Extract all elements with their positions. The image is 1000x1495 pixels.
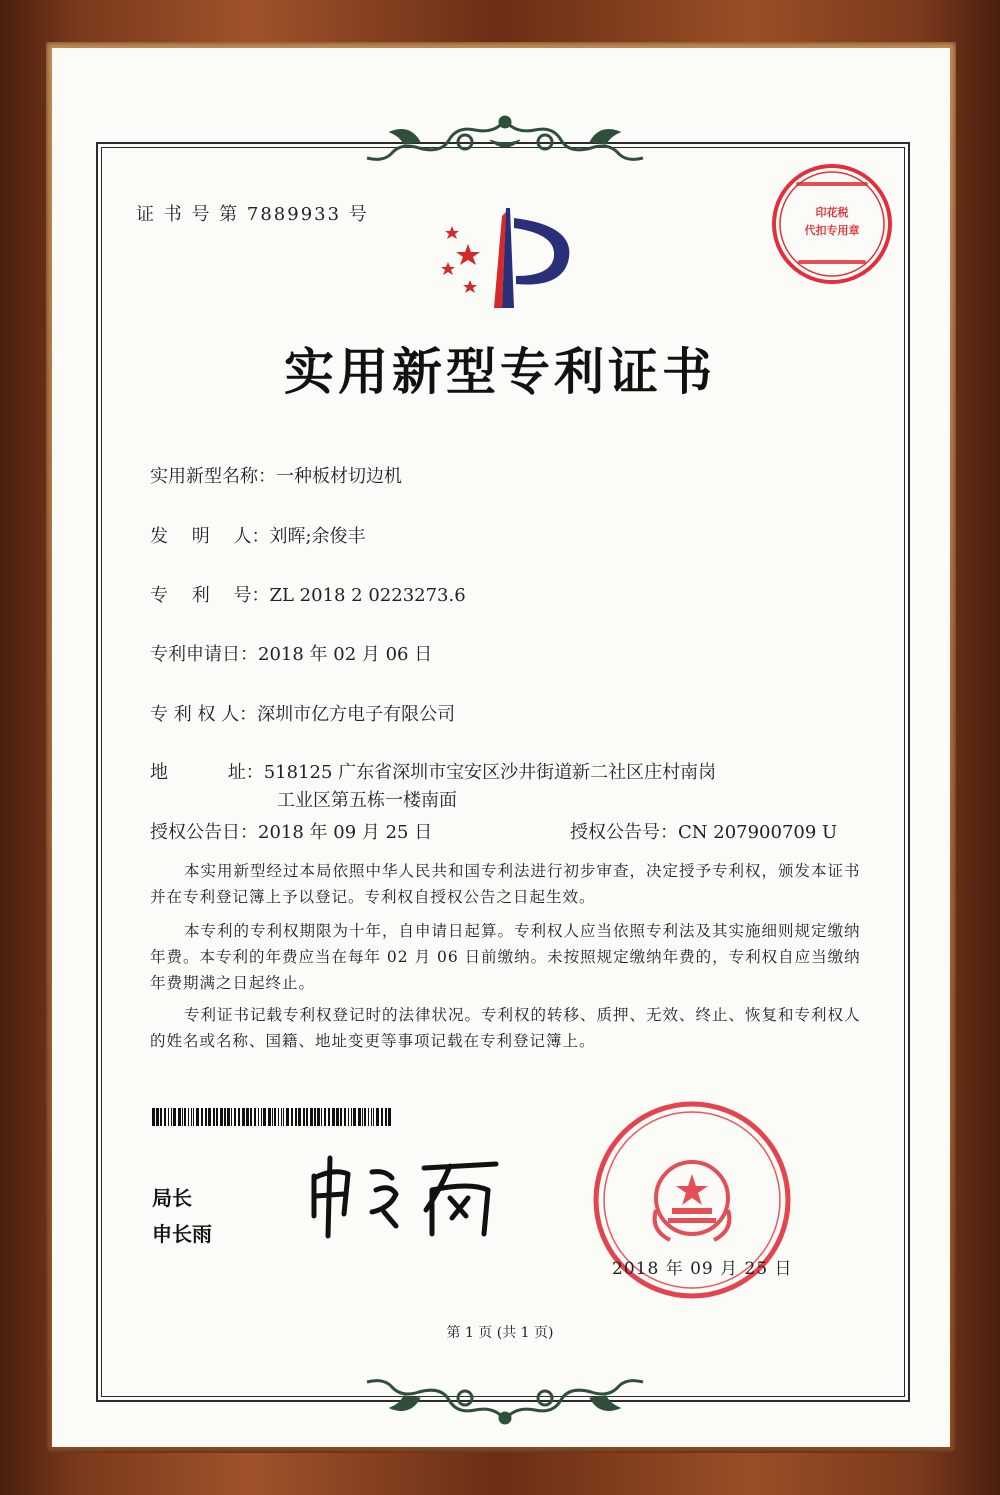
- patent-office-logo-icon: [428, 204, 578, 314]
- patent-number-label: 专 利 号：: [150, 585, 270, 606]
- patentee-label: 专 利 权 人：: [150, 704, 258, 725]
- patentee-row: [150, 700, 455, 726]
- name-label: 实用新型名称：: [150, 466, 276, 487]
- grant-number-row: [570, 818, 837, 844]
- page-indicator: 第 1 页 (共 1 页): [446, 1325, 554, 1341]
- patent-number-row: [150, 581, 466, 607]
- paragraph-legal-status: 专利证书记载专利权登记时的法律状况。专利权的转移、质押、无效、终止、恢复和专利权人的姓名或名称、国籍、地址变更等事项记载在专利登记簿上。: [150, 1006, 861, 1050]
- certificate-number: 证 书 号 第 7889933 号: [136, 204, 369, 225]
- barcode-icon: [152, 1108, 392, 1126]
- grant-date-value: 2018 年 09 月 25 日: [258, 822, 433, 843]
- tax-stamp-seal-icon: [768, 160, 896, 288]
- patent-number-value: ZL 2018 2 0223273.6: [269, 585, 466, 606]
- director-name: 申长雨: [152, 1222, 212, 1246]
- filing-date-label: 专利申请日：: [150, 644, 258, 665]
- paragraph-grant: 本实用新型经过本局依照中华人民共和国专利法进行初步审查，决定授予专利权，颁发本证书并在专利登记簿上予以登记。专利权自授权公告之日起生效。: [150, 862, 861, 906]
- utility-model-name-row: [150, 462, 402, 488]
- seal-date: 2018 年 09 月 25 日: [612, 1259, 793, 1279]
- paragraph-term: 本专利的专利权期限为十年，自申请日起算。专利权人应当依照专利法及其实施细则规定缴纳年费。本专利的年费应当在每年 02 月 06 日前缴纳。未按照规定缴纳年费的，专利权自应当缴纳年费期满之日起终止。: [150, 922, 861, 992]
- inventor-row: [150, 522, 366, 548]
- bottom-ornament-icon: [360, 1376, 650, 1428]
- svg-text:印花税: 印花税: [815, 206, 849, 219]
- filing-date-value: 2018 年 02 月 06 日: [258, 644, 433, 665]
- certificate-title: 实用新型专利证书: [284, 342, 716, 401]
- name-value: 一种板材切边机: [276, 466, 402, 487]
- director-title: 局长: [152, 1186, 192, 1210]
- address-line1: 518125 广东省深圳市宝安区沙井街道新二社区庄村南岗: [263, 762, 717, 783]
- patentee-value: 深圳市亿方电子有限公司: [257, 704, 456, 725]
- grant-date-label: 授权公告日：: [150, 822, 258, 843]
- grant-number-value: CN 207900709 U: [678, 822, 838, 843]
- grant-number-label: 授权公告号：: [570, 822, 678, 843]
- filing-date-row: [150, 640, 432, 666]
- inventor-label: 发 明 人：: [150, 526, 270, 547]
- address-label: 地 址：: [150, 762, 264, 783]
- address-row: [150, 758, 716, 784]
- address-line2-row: [277, 786, 457, 812]
- grant-date-row: [150, 818, 432, 844]
- svg-text:代扣专用章: 代扣专用章: [804, 224, 860, 237]
- address-line2: 工业区第五栋一楼南面: [277, 790, 457, 811]
- handwritten-signature-icon: [300, 1150, 510, 1240]
- inventor-value: 刘晖;余俊丰: [269, 526, 366, 547]
- top-ornament-icon: [360, 112, 650, 164]
